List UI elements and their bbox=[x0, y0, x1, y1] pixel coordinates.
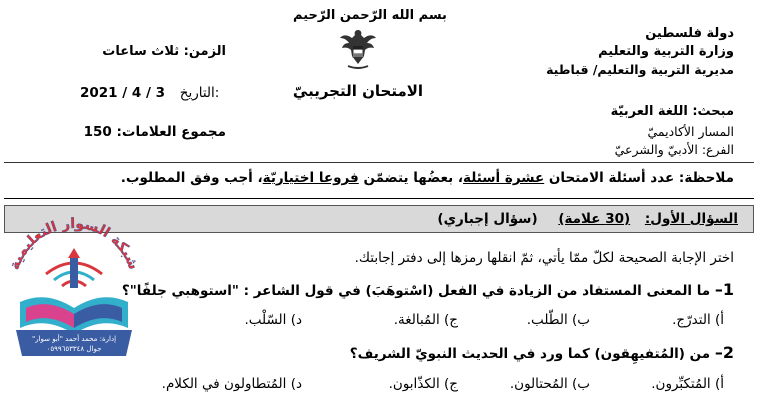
question-1-option-a: أ) التدرّج. bbox=[672, 312, 724, 328]
watermark-phone: جوال ٠٥٩٩٦٥٣٣٤٨ bbox=[46, 345, 102, 353]
section-marks: (30 علامة) bbox=[558, 211, 631, 227]
question-1-option-c: ج) المُبالغة. bbox=[393, 312, 458, 328]
exam-title: الامتحان التجريبيّ bbox=[292, 82, 424, 100]
note-prefix: ملاحظة: bbox=[678, 170, 734, 186]
question-1-option-d: د) السّلْب. bbox=[244, 312, 302, 328]
question-2-option-a: أ) المُتكبِّرون. bbox=[651, 376, 724, 392]
question-2-option-b: ب) المُحتالون. bbox=[509, 376, 590, 392]
watermark-arc-text: شبكة السوار التعليمية bbox=[6, 216, 142, 272]
section-title bbox=[437, 211, 738, 227]
note-text-2: ، بعضُها يتضمّن bbox=[358, 170, 464, 186]
instructions: اختر الإجابة الصحيحة لكلّ ممّا يأتي، ثمّ انقلها رمزها إلى دفتر إجابتك. bbox=[354, 250, 734, 266]
subject-name: مبحث: اللغة العربيّة bbox=[610, 104, 734, 119]
note-question-count: عشرة أسئلة bbox=[463, 170, 545, 186]
exam-duration: الزمن: ثلاث ساعات bbox=[102, 44, 226, 59]
question-2-option-c: ج) الكذّابون. bbox=[388, 376, 458, 392]
note-text-1: عدد أسئلة الامتحان bbox=[544, 170, 679, 186]
country-name: دولة فلسطين bbox=[645, 26, 734, 41]
question-2 bbox=[350, 343, 734, 362]
palestine-emblem-icon bbox=[338, 26, 378, 72]
track-name: المسار الأكاديميّ bbox=[647, 124, 734, 139]
exam-date bbox=[80, 85, 219, 101]
branch-name: الفرع: الأدبيّ والشرعيّ bbox=[614, 142, 734, 157]
question-2-option-d: د) المُتطاولون في الكلام. bbox=[161, 376, 302, 392]
basmala: بسم الله الرّحمن الرّحيم bbox=[293, 8, 447, 23]
date-label: التاريخ: bbox=[179, 85, 220, 101]
question-2-text: من (المُتفيهِقون) كما ورد في الحديث النبويّ الشريف؟ bbox=[349, 346, 711, 362]
question-1-text: ما المعنى المستفاد من الزيادة في الفعل (اسْتوهَبَ) في قول الشاعر : "استوهبي جلفًا"؟ bbox=[121, 283, 711, 299]
note-divider bbox=[4, 198, 754, 199]
exam-note bbox=[121, 170, 734, 186]
question-1-option-b: ب) الطّلب. bbox=[526, 312, 590, 328]
note-optional-parts: فروعا اختياريّة bbox=[262, 170, 359, 186]
ministry-name: وزارة التربية والتعليم bbox=[598, 44, 734, 59]
directorate-name: مديرية التربية والتعليم/ قباطية bbox=[546, 62, 734, 77]
question-1 bbox=[122, 280, 734, 299]
date-value: 2021 / 4 / 3 bbox=[80, 85, 166, 101]
section-number: السؤال الأول: bbox=[644, 211, 738, 227]
question-2-number: 2– bbox=[714, 343, 734, 362]
watermark-admin: إدارة: محمد أحمد "أبو سوار" bbox=[31, 335, 117, 343]
total-marks: مجموع العلامات: 150 bbox=[83, 124, 226, 140]
watermark-logo bbox=[6, 216, 142, 368]
note-text-3: ، أجب وفق المطلوب. bbox=[120, 170, 263, 186]
header-divider bbox=[4, 162, 754, 163]
question-1-number: 1– bbox=[714, 280, 734, 299]
section-type: (سؤال إجباري) bbox=[437, 211, 538, 227]
